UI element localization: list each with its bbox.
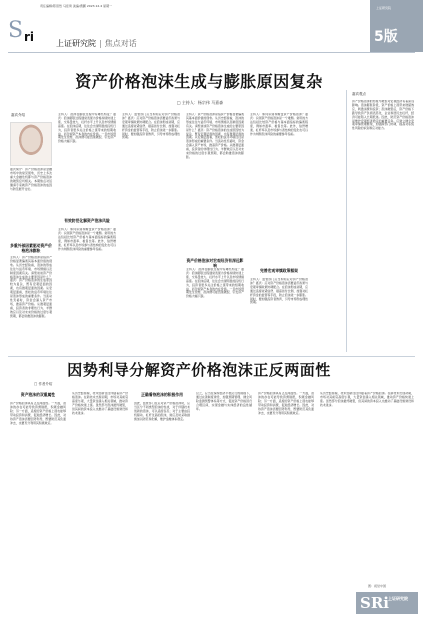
corner-tab-big: 5版 <box>374 29 398 45</box>
right-column-text: 资产价格泡沫的形成与破裂对宏观经济有着深远影响。泡沫膨胀阶段，资产价格上涨带来财富效应，刺激消费和投资；泡沫破裂后，资产价格下跌导致资产负债表恶化，企业和居民去杠杆，经济可能陷入长期低迷。因此，防范资产价格泡沫是维护宏观经济稳定的重要任务。应建立健全宏观审慎管理框架，加强跨部门协调，提高对系统性风险的识别和应对能力。 <box>352 100 414 131</box>
article1-col-g: 主持人：如何识别和衡量资产价格泡沫？嘉宾：识别资产价格泡沫是一个难题。常用的方法包括比较资产价格与基本面指标的偏离程度，例如市盈率、租售比等。此外，信贷增速、杠杆率以及市场参与者结构的变化也可以作为判断泡沫风险的重要参考指标。 <box>250 113 308 136</box>
masthead-meta: 责任编辑/陈思然 马佳琦 美编/费鹏 2023.12.4 星期一 <box>40 4 113 8</box>
corner-tab-small: 上证研究院 <box>376 6 392 10</box>
article1-col-e: 主持人：资产价格泡沫是指资产价格显著偏离其基本面价值的现象。从历史经验看，泡沫的形成往往与货币环境、市场情绪以及制度因素有关。请您谈谈资产价格泡沫生成的主要原因是什么？嘉宾：资产价格泡沫的生成原因较为复杂，既有宏观层面的因素，也有微观层面的因素。从宏观层面看，宽松的货币环境往往是泡沫形成的重要条件。当流动性充裕时，资金会涌入资产市场，推高资产价格。从微观层面看，投资者的非理性行为、羊群效应以及对未来价格的过度乐观预期，都会助推泡沫的膨胀。 <box>186 113 244 159</box>
article1-col-b: 主持人：泡沫在膨胀过程中有哪些特征？嘉宾：泡沫膨胀过程通常表现为价格持续快速上涨、交易量放大、杠杆水平上升以及市场情绪高涨。在泡沫后期，往往会出现明显的投机行为，投资者更多关注价格上涨带来的短期收益，而忽视资产本身的内在价值。一旦市场预期发生逆转，泡沫便可能迅速破裂，引发资产价格大幅下跌。 <box>58 113 116 144</box>
article1-subhead1: 多重外部因素驱动资产价格泡沫膨胀 <box>10 243 52 253</box>
article1-col-a-lower: 主持人：资产价格泡沫是指资产价格显著偏离其基本面价值的现象。从历史经验看，泡沫的形成往往与货币环境、市场情绪以及制度因素有关。请您谈谈资产价格泡沫生成的主要原因是什么？嘉宾：资产价格泡沫的生成原因较为复杂，既有宏观层面的因素，也有微观层面的因素。从宏观层面看，宽松的货币环境往往是泡沫形成的重要条件。当流动性充裕时，资金会涌入资产市场，推高资产价格。从微观层面看，投资者的非理性行为、羊群效应以及对未来价格的过度乐观预期，都会助推泡沫的膨胀。 <box>10 256 52 318</box>
article1-col-h: 主持人：监管部门应当如何应对资产价格泡沫？嘉宾：应对资产价格泡沫需要货币政策与宏观审慎政策协调配合。在泡沫形成初期，应通过适度收紧信贷、提高首付比例、加强对杠杆资金的监管等手段，防止泡沫进一步膨胀。同时，要加强投资者教育，引导市场形成理性预期。 <box>250 278 308 305</box>
article2-author: □ 作者介绍 <box>34 382 53 386</box>
article1-lead: 嘉宾简介：资产价格泡沫是金融市场中的常见现象，历史上多次重大金融危机都与资产价格泡沫的破裂密切相关。本期焦点对话邀请专家就资产价格泡沫的成因与防范展开讨论。 <box>10 168 52 191</box>
footer-logo <box>356 592 418 614</box>
article2-col-a: 资产价格泡沫具有正反两面性。一方面，泡沫的存在可能导致资源错配，积累金融风险；另一方面，适度的资产价格上涨也能够带动投资和消费，促进经济增长。因此，对待资产泡沫需要因势利导，既要防范其负面冲击，也要充分利用其积极效应。 <box>10 402 66 425</box>
article1-subhead4: 完善宏观审慎政策框架 <box>260 268 298 273</box>
column-divider <box>346 90 347 352</box>
footer-note: 图：视觉中国 <box>368 584 387 588</box>
article2-col-e: 资产价格泡沫具有正反两面性。一方面，泡沫的存在可能导致资源错配，积累金融风险；另一方面，适度的资产价格上涨也能够带动投资和消费，促进经济增长。因此，对待资产泡沫需要因势利导，既要防范其负面冲击，也要充分利用其积极效应。 <box>258 392 314 415</box>
section-bar: 上证研究院 | 焦点对话 <box>56 39 137 48</box>
article2-title: 因势利导分解资产价格泡沫正反两面性 <box>67 361 331 379</box>
header-divider <box>8 52 415 53</box>
institute-name: 上证研究院 <box>56 39 96 48</box>
article2-col-f: 从历史经验看，技术创新往往伴随着资产价格泡沫。在新技术出现初期，市场对其前景高度乐观，大量资金涌入相关领域，推动资产价格快速上涨。虽然部分泡沫最终破裂，但其间的资本投入也推动了基础设施建设和技术进步。 <box>320 392 414 407</box>
article1-subhead3: 资产价格泡沫对宏观经济有深远影响 <box>186 258 244 268</box>
article1-col-c: 主持人：如何识别和衡量资产价格泡沫？嘉宾：识别资产价格泡沫是一个难题。常用的方法包括比较资产价格与基本面指标的偏离程度，例如市盈率、租售比等。此外，信贷增速、杠杆率以及市场参与者结构的变化也可以作为判断泡沫风险的重要参考指标。 <box>58 228 116 251</box>
brand-ri-letters: ri <box>24 30 35 44</box>
guest-portrait <box>10 122 52 166</box>
footer-logo-sr: SRi <box>360 594 389 612</box>
right-column-label: 嘉宾观点 <box>352 92 366 96</box>
corner-tab <box>370 0 423 52</box>
article2-subhead2: 正确看待泡沫的积极作用 <box>141 392 183 397</box>
article1-byline: □ 主持人：杨宗伟 马嘉森 <box>176 100 224 105</box>
section-name: 焦点对话 <box>104 39 137 48</box>
article2-col-b: 从历史经验看，技术创新往往伴随着资产价格泡沫。在新技术出现初期，市场对其前景高度乐观，大量资金涌入相关领域，推动资产价格快速上涨。虽然部分泡沫最终破裂，但其间的资本投入也推动了基础设施建设和技术进步。 <box>72 392 128 415</box>
article2-subhead1: 资产泡沫的双重属性 <box>20 392 56 397</box>
article1-title: 资产价格泡沫生成与膨胀原因复杂 <box>75 72 323 91</box>
brand-s-letter: S <box>8 18 24 43</box>
footer-logo-sub: 上证研究院 <box>388 596 408 601</box>
article2-col-d: 总之，应当在保持经济平稳运行的前提下，通过完善制度建设、加强预期管理、健全风险监测预警体系等方式，促进资产价格回归合理区间，实现金融与实体经济的良性循环。 <box>196 392 252 411</box>
article1-subhead2: 有效防范化解资产泡沫风险 <box>64 218 110 223</box>
article1-col-f: 主持人：泡沫在膨胀过程中有哪些特征？嘉宾：泡沫膨胀过程通常表现为价格持续快速上涨、交易量放大、杠杆水平上升以及市场情绪高涨。在泡沫后期，往往会出现明显的投机行为，投资者更多关注价格上涨带来的短期收益，而忽视资产本身的内在价值。一旦市场预期发生逆转，泡沫便可能迅速破裂，引发资产价格大幅下跌。 <box>186 268 244 299</box>
article2-col-c: 因此，监管部门在应对资产价格泡沫时，应当区分不同类型泡沫的性质，对于伴随技术创新的泡沫，可以适度容忍；对于主要由投机驱动、杠杆过高的泡沫，则应及时采取措施加以防范和化解，维护金融体系稳定。 <box>134 402 190 421</box>
article1-col-d: 主持人：监管部门应当如何应对资产价格泡沫？嘉宾：应对资产价格泡沫需要货币政策与宏观审慎政策协调配合。在泡沫形成初期，应通过适度收紧信贷、提高首付比例、加强对杠杆资金的监管等手段，防止泡沫进一步膨胀。同时，要加强投资者教育，引导市场形成理性预期。 <box>122 113 180 140</box>
author-tag: 嘉宾介绍 <box>11 113 25 117</box>
article-divider <box>8 356 415 357</box>
